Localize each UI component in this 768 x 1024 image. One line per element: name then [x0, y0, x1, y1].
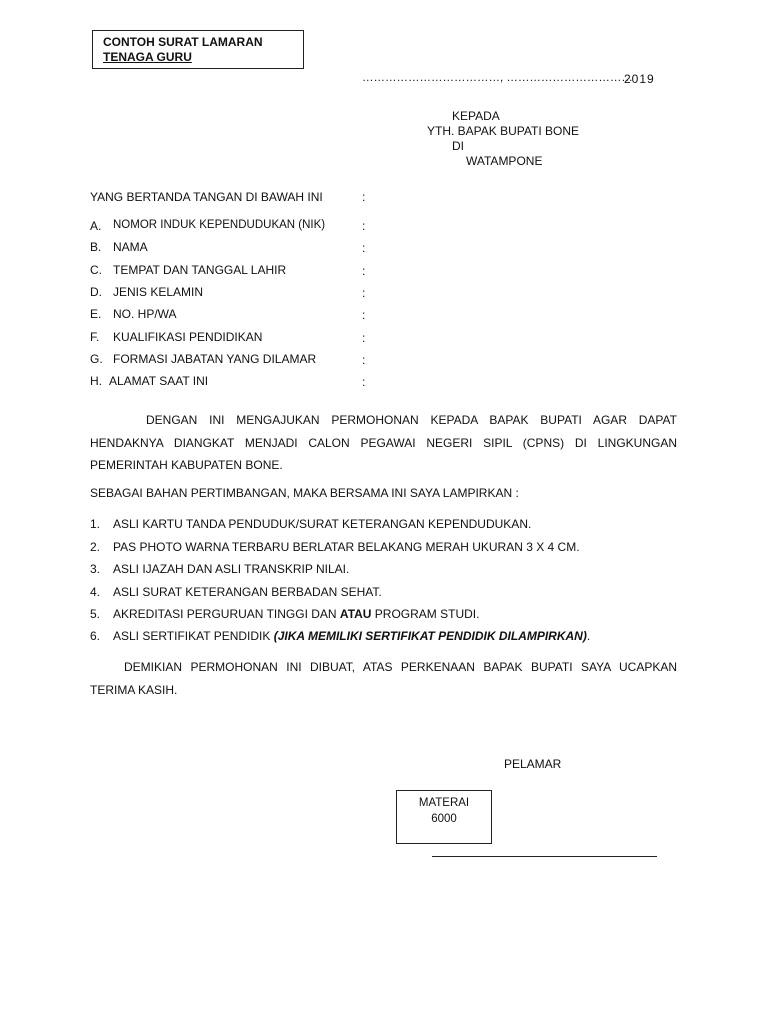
item-text: AKREDITASI PERGURUAN TINGGI DAN — [113, 607, 340, 621]
field-label-kualifikasi: KUALIFIKASI PENDIDIKAN — [113, 330, 263, 344]
date-year: 2019 — [624, 72, 655, 86]
addressee-kepada: KEPADA — [452, 109, 500, 123]
title-line-1: CONTOH SURAT LAMARAN — [103, 35, 263, 49]
field-marker: A. — [90, 219, 102, 233]
signature-line — [432, 856, 657, 857]
field-label-nik: NOMOR INDUK KEPENDUDUKAN (NIK) — [113, 219, 326, 231]
attachments-intro: SEBAGAI BAHAN PERTIMBANGAN, MAKA BERSAMA INI SAYA LAMPIRKAN : — [90, 486, 519, 500]
item-bold-italic: (JIKA MEMILIKI SERTIFIKAT PENDIDIK DILAMPIRKAN) — [273, 629, 587, 643]
identity-heading-colon: : — [362, 190, 366, 204]
field-label-formasi: FORMASI JABATAN YANG DILAMAR — [113, 352, 317, 366]
field-colon: : — [362, 331, 366, 345]
field-colon: : — [362, 264, 366, 278]
stamp-box — [396, 790, 492, 844]
stamp-line-1: MATERAI — [418, 797, 470, 809]
list-number: 2. — [90, 540, 101, 554]
field-colon: : — [362, 286, 366, 300]
title-box — [92, 30, 304, 69]
list-number: 5. — [90, 607, 101, 621]
item-text: ASLI SERTIFIKAT PENDIDIK — [113, 629, 274, 643]
field-label-hp: NO. HP/WA — [113, 307, 177, 321]
field-colon: : — [362, 308, 366, 322]
attachment-item: PAS PHOTO WARNA TERBARU BERLATAR BELAKANG MERAH UKURAN 3 X 4 CM. — [113, 540, 580, 554]
field-label-ttl: TEMPAT DAN TANGGAL LAHIR — [113, 263, 287, 277]
addressee-name: YTH. BAPAK BUPATI BONE — [427, 124, 580, 138]
field-label-jenis-kelamin: JENIS KELAMIN — [113, 285, 204, 299]
attachment-item: ASLI KARTU TANDA PENDUDUK/SURAT KETERANGAN KEPENDUDUKAN. — [113, 517, 532, 531]
field-colon: : — [362, 241, 366, 255]
title-line-2: TENAGA GURU — [103, 50, 192, 64]
field-marker: B. — [90, 240, 102, 254]
field-marker: F. — [90, 330, 100, 344]
addressee-city: WATAMPONE — [466, 154, 543, 168]
list-number: 1. — [90, 517, 101, 531]
closing-paragraph: DEMIKIAN PERMOHONAN INI DIBUAT, ATAS PERKENAAN BAPAK BUPATI SAYA UCAPKAN TERIMA KASIH. — [90, 660, 677, 697]
list-number: 6. — [90, 629, 101, 643]
date-placeholder: ………………………………, …………………………… — [362, 72, 633, 84]
body-paragraph: DENGAN INI MENGAJUKAN PERMOHONAN KEPADA BAPAK BUPATI AGAR DAPAT HENDAKNYA DIANGKAT MENJADI CALON PEGAWAI NEGERI SIPIL (CPNS) DI LINGKUNGAN PEMERINTAH KABUPATEN BONE. — [90, 413, 677, 472]
field-marker: E. — [90, 307, 102, 321]
attachment-item: ASLI IJAZAH DAN ASLI TRANSKRIP NILAI. — [113, 562, 350, 576]
field-colon: : — [362, 375, 366, 389]
stamp-line-2: 6000 — [431, 813, 457, 825]
attachment-item — [113, 629, 590, 643]
field-marker: G. — [90, 352, 103, 366]
signature-label: PELAMAR — [504, 757, 562, 771]
list-number: 3. — [90, 562, 101, 576]
item-bold: ATAU — [339, 607, 372, 621]
item-text: . — [586, 629, 591, 643]
field-colon: : — [362, 219, 366, 233]
identity-heading: YANG BERTANDA TANGAN DI BAWAH INI — [90, 190, 323, 204]
field-marker: D. — [90, 285, 102, 299]
attachment-item: ASLI SURAT KETERANGAN BERBADAN SEHAT. — [113, 585, 382, 599]
field-marker: C. — [90, 263, 102, 277]
field-label-nama: NAMA — [113, 240, 148, 254]
field-label-alamat: ALAMAT SAAT INI — [109, 374, 209, 388]
item-text: PROGRAM STUDI. — [371, 607, 480, 621]
field-marker: H. — [90, 374, 102, 388]
list-number: 4. — [90, 585, 101, 599]
addressee-di: DI — [452, 139, 464, 153]
field-colon: : — [362, 353, 366, 367]
attachment-item — [113, 607, 479, 621]
